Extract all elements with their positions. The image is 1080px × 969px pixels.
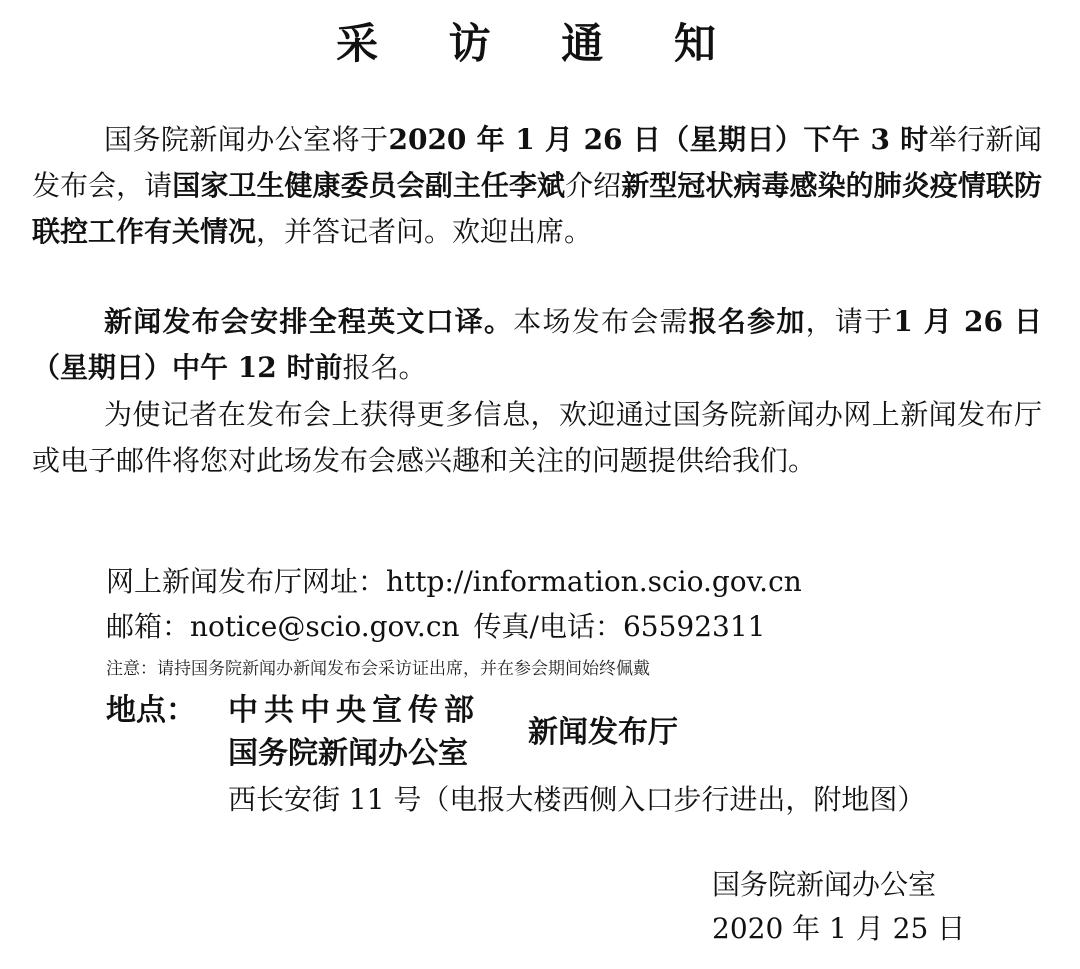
p1-text-4: ，并答记者问。欢迎出席。 (256, 215, 593, 248)
email-address[interactable]: notice@scio.gov.cn (190, 610, 460, 643)
signature-org: 国务院新闻办公室 (712, 868, 937, 901)
location-org-scio: 国务院新闻办公室 (228, 736, 468, 771)
website-label: 网上新闻发布厅网址： (106, 565, 387, 598)
p2-text-1: 本场发布会需 (513, 305, 689, 338)
signature-date: 2020 年 1 月 25 日 (712, 912, 966, 945)
phone-label: 传真/电话： (473, 610, 623, 643)
p1-text-2: 举行新闻发布会，请 (32, 123, 1042, 202)
paragraph-questions: 为使记者在发布会上获得更多信息，欢迎通过国务院新闻办网上新闻发布厅或电子邮件将您对此场发布会感兴趣和关注的问题提供给我们。 (32, 398, 1042, 477)
p2-register-required: 报名参加 (688, 305, 806, 338)
paragraph-registration (32, 299, 1042, 391)
phone-number: 65592311 (622, 610, 766, 643)
p2-deadline: 1 月 26 日（星期日）中午 12 时前 (32, 305, 1042, 384)
p2-interpretation: 新闻发布会安排全程英文口译。 (104, 305, 514, 338)
website-url[interactable]: http://information.scio.gov.cn (386, 565, 802, 598)
p1-text-1: 国务院新闻办公室将于 (104, 123, 389, 156)
location-label: 地点： (106, 693, 196, 728)
location-address: 西长安街 11 号（电报大楼西侧入口步行进出，附地图） (228, 783, 926, 816)
email-label: 邮箱： (106, 610, 191, 643)
location-hall: 新闻发布厅 (528, 715, 678, 750)
p2-text-2: ，请于 (805, 305, 894, 338)
p1-topic: 新型冠状病毒感染的肺炎疫情联防联控工作有关情况 (32, 169, 1042, 248)
p2-text-3: 报名。 (342, 351, 427, 384)
press-card-note: 注意：请持国务院新闻办新闻发布会采访证出席，并在参会期间始终佩戴 (106, 659, 650, 679)
notice-title: 采 访 通 知 (336, 19, 744, 68)
p1-speaker: 国家卫生健康委员会副主任李斌 (172, 169, 566, 202)
p1-datetime: 2020 年 1 月 26 日（星期日）下午 3 时 (388, 123, 929, 156)
p1-text-3: 介绍 (565, 169, 622, 202)
paragraph-announcement (32, 117, 1042, 255)
website-line (106, 562, 802, 602)
location-org-publicity-dept: 中共中央宣传部 (228, 693, 480, 728)
email-phone-line (106, 607, 765, 647)
